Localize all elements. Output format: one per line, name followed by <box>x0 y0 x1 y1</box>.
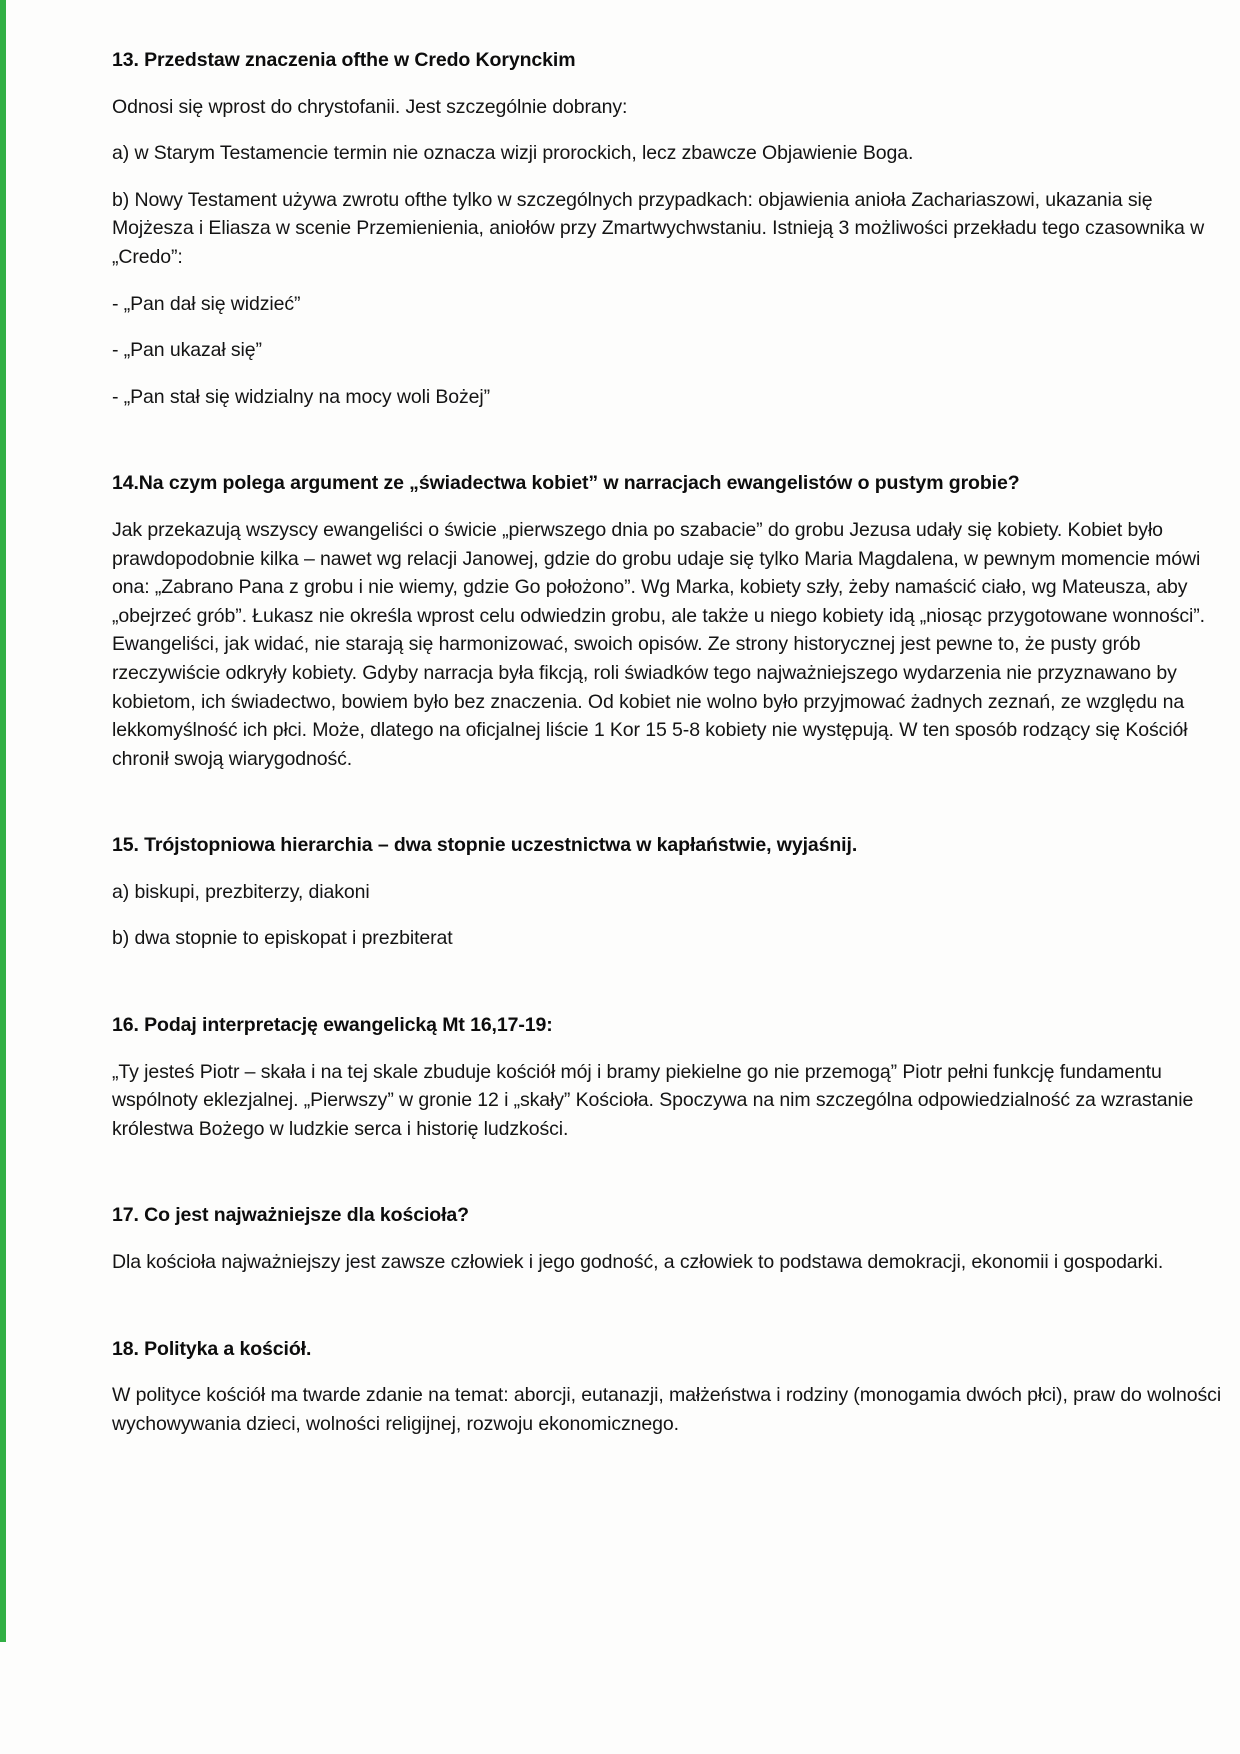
question-17-heading: 17. Co jest najważniejsze dla kościoła? <box>112 1204 469 1227</box>
question-16-heading: 16. Podaj interpretację ewangelicką Mt 16,17-19: <box>112 1014 553 1037</box>
question-18-heading: 18. Polityka a kościół. <box>112 1337 312 1360</box>
question-13-heading: 13. Przedstaw znaczenia ofthe w Credo Korynckim <box>112 49 576 71</box>
question-section-18 <box>112 1335 1222 1439</box>
question-16-paragraph: „Ty jesteś Piotr – skała i na tej skale zbuduje kościół mój i bramy piekielne go nie przemogą” Piotr pełni funkcję fundamentu wspólnoty eklezjalnej. „Pierwszy” w gronie 12 i „skały” Kościoła. Spoczywa na nim szczególna odpowiedzialność za wzrastanie królestwa Bożego w ludzkie serca i historię ludzkości. <box>112 1060 1194 1140</box>
question-section-14 <box>112 469 1222 773</box>
question-13-list-item: - „Pan stał się widzialny na mocy woli Bożej” <box>112 385 491 408</box>
question-14-heading: 14.Na czym polega argument ze „świadectwa kobiet” w narracjach ewangelistów o pustym grobie? <box>112 472 1020 495</box>
scanner-edge-line <box>0 0 6 1642</box>
question-17-paragraph: Dla kościoła najważniejszy jest zawsze człowiek i jego godność, a człowiek to podstawa demokracji, ekonomii i gospodarki. <box>112 1251 1164 1274</box>
question-13-list-item: - „Pan ukazał się” <box>112 339 262 362</box>
question-section-16 <box>112 1011 1222 1143</box>
question-15-heading: 15. Trójstopniowa hierarchia – dwa stopnie uczestnictwa w kapłaństwie, wyjaśnij. <box>112 834 858 857</box>
question-13-list-item: - „Pan dał się widzieć” <box>112 292 301 315</box>
question-18-paragraph: W polityce kościół ma twarde zdanie na temat: aborcji, eutanazji, małżeństwa i rodziny (monogamia dwóch płci), praw do wolności wychowywania dzieci, wolności religijnej, rozwoju ekonomicznego. <box>112 1384 1222 1435</box>
question-15-paragraph: a) biskupi, prezbiterzy, diakoni <box>112 880 370 903</box>
question-section-13 <box>112 46 1222 411</box>
question-15-paragraph: b) dwa stopnie to episkopat i prezbiterat <box>112 927 453 950</box>
question-14-paragraph: Jak przekazują wszyscy ewangeliści o świcie „pierwszego dnia po szabacie” do grobu Jezusa udały się kobiety. Kobiet było prawdopodobnie kilka – nawet wg relacji Janowej, gdzie do grobu udaje się tylko Maria Magdalena, w pewnym momencie mówi ona: „Zabrano Pana z grobu i nie wiemy, gdzie Go położono”. Wg Marka, kobiety szły, żeby namaścić ciało, wg Mateusza, aby „obejrzeć grób”. Łukasz nie określa wprost celu odwiedzin grobu, ale także u niego kobiety idą „niosąc przygotowane wonności”. Ewangeliści, jak widać, nie starają się harmonizować, swoich opisów. Ze strony historycznej jest pewne to, że pusty grób rzeczywiście odkryły kobiety. Gdyby narracja była fikcją, roli świadków tego najważniejszego wydarzenia nie przyznawano by kobietom, ich świadectwo, bowiem było bez znaczenia. Od kobiet nie wolno było przyjmować żadnych zeznań, ze względu na lekkomyślność ich płci. Może, dlatego na oficjalnej liście 1 Kor 15 5-8 kobiety nie występują. W ten sposób rodzący się Kościół chronił swoją wiarygodność. <box>112 518 1205 770</box>
question-section-17 <box>112 1201 1222 1276</box>
question-13-paragraph: a) w Starym Testamencie termin nie oznacza wizji prorockich, lecz zbawcze Objawienie Boga. <box>112 142 914 165</box>
question-13-paragraph: Odnosi się wprost do chrystofanii. Jest szczególnie dobrany: <box>112 95 628 118</box>
question-section-15 <box>112 831 1222 953</box>
question-13-paragraph: b) Nowy Testament używa zwrotu ofthe tylko w szczególnych przypadkach: objawienia anioła Zachariaszowi, ukazania się Mojżesza i Eliasza w scenie Przemienienia, aniołów przy Zmartwychwstaniu. Istnieją 3 możliwości przekładu tego czasownika w „Credo”: <box>112 188 1205 268</box>
document-page <box>112 46 1222 1456</box>
